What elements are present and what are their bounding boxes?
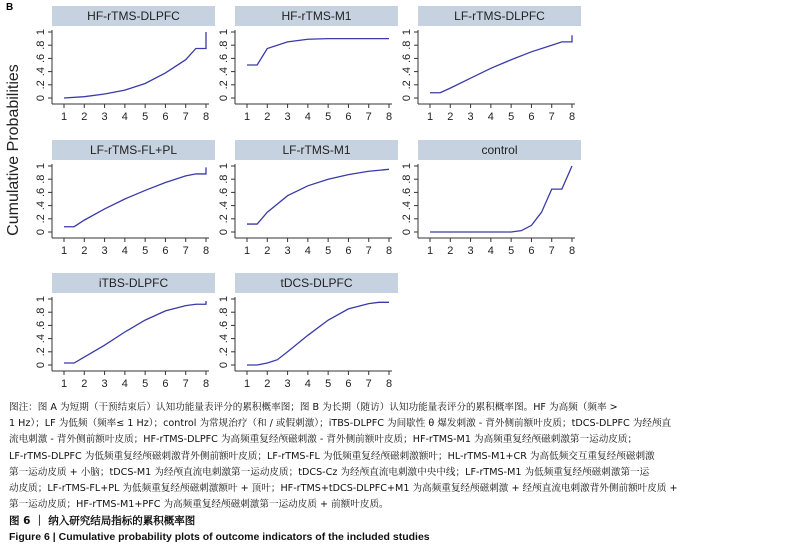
y-tick-label: 0 xyxy=(35,94,47,102)
x-tick-label: 1 xyxy=(243,111,251,123)
x-tick-label: 6 xyxy=(345,245,352,257)
y-tick-label: .6 xyxy=(401,53,413,63)
series-line xyxy=(247,302,389,365)
caption-line: 图注：图 A 为短期（干预结束后）认知功能量表评分的累积概率图；图 B 为长期（随访）认知功能量表评分的累积概率图。HF 为高频（频率 > xyxy=(9,402,618,413)
caption-line: 第一运动皮质；HF-rTMS-M1+PFC 为高频重复经颅磁刺激第一运动皮质 + 前额叶皮质。 xyxy=(9,499,389,511)
caption-line: 流电刺激 - 背外侧前额叶皮质；HF-rTMS-DLPFC 为高频重复经颅磁刺激 - 背外侧前额叶皮质；HF-rTMS-M1 为高频重复经颅磁刺激第一运动皮质； xyxy=(9,434,638,446)
y-tick-label: .2 xyxy=(218,80,230,90)
series-line xyxy=(64,167,206,226)
x-tick-label: 8 xyxy=(568,245,576,257)
subplot xyxy=(401,6,581,123)
y-tick-label: .8 xyxy=(35,174,47,184)
subplot xyxy=(218,273,398,390)
x-tick-label: 2 xyxy=(81,111,88,123)
x-tick-label: 8 xyxy=(202,378,210,390)
y-tick-label: .4 xyxy=(35,201,47,211)
y-tick-label: .8 xyxy=(218,40,230,50)
x-tick-label: 3 xyxy=(284,378,291,390)
x-tick-label: 4 xyxy=(487,111,494,123)
x-tick-label: 2 xyxy=(447,111,454,123)
y-tick-label: .8 xyxy=(401,40,413,50)
x-tick-label: 4 xyxy=(121,378,128,390)
x-tick-label: 4 xyxy=(121,245,128,257)
y-tick-label: .4 xyxy=(35,334,47,344)
x-tick-label: 6 xyxy=(345,111,352,123)
x-tick-label: 8 xyxy=(385,111,393,123)
subplot xyxy=(218,6,398,123)
x-tick-label: 7 xyxy=(182,378,189,390)
y-tick-label: 1 xyxy=(35,295,47,303)
x-tick-label: 2 xyxy=(447,245,454,257)
x-tick-label: 5 xyxy=(142,111,149,123)
subplot xyxy=(401,140,581,257)
x-tick-label: 5 xyxy=(325,378,332,390)
subplot xyxy=(218,140,398,257)
y-axis-label-text: Cumulative Probabilities xyxy=(5,64,22,236)
y-tick-label: .8 xyxy=(35,307,47,317)
series-line xyxy=(430,166,572,232)
caption-line: 1 Hz）；LF 为低频（频率≤ 1 Hz）；control 为常规治疗（和 / 或假刺激）；iTBS-DLPFC 为间歇性 θ 爆发刺激 - 背外侧前额叶皮质；tDCS-DLPFC 为经颅直 xyxy=(9,418,672,430)
subplot xyxy=(35,140,215,257)
subplot xyxy=(35,273,215,390)
x-tick-label: 2 xyxy=(264,245,271,257)
x-tick-label: 6 xyxy=(528,245,535,257)
x-tick-label: 4 xyxy=(304,245,311,257)
x-tick-label: 3 xyxy=(284,245,291,257)
series-line xyxy=(247,169,389,224)
y-tick-label: .4 xyxy=(35,67,47,77)
x-tick-label: 5 xyxy=(142,378,149,390)
figure-title-en: Figure 6 | Cumulative probability plots of outcome indicators of the included studies xyxy=(9,531,430,543)
y-tick-label: .6 xyxy=(218,187,230,197)
panel-label: B xyxy=(6,2,14,13)
y-tick-label: 1 xyxy=(35,28,47,36)
series-line xyxy=(64,301,206,363)
figure-caption xyxy=(9,400,784,513)
x-tick-label: 3 xyxy=(101,111,108,123)
y-tick-label: .4 xyxy=(401,201,413,211)
x-tick-label: 1 xyxy=(60,245,68,257)
y-tick-label: .4 xyxy=(401,67,413,77)
y-tick-label: 0 xyxy=(35,228,47,236)
x-tick-label: 8 xyxy=(202,245,210,257)
y-tick-label: .6 xyxy=(35,320,47,330)
x-tick-label: 1 xyxy=(426,245,434,257)
x-tick-label: 5 xyxy=(142,245,149,257)
subplot-title: HF-rTMS-DLPFC xyxy=(87,9,180,23)
x-tick-label: 2 xyxy=(264,111,271,123)
x-tick-label: 3 xyxy=(467,111,474,123)
subplot xyxy=(35,6,215,123)
x-tick-label: 4 xyxy=(487,245,494,257)
x-tick-label: 1 xyxy=(60,378,68,390)
x-tick-label: 6 xyxy=(528,111,535,123)
y-tick-label: .2 xyxy=(401,214,413,224)
x-tick-label: 7 xyxy=(548,111,555,123)
y-tick-label: .4 xyxy=(218,67,230,77)
x-tick-label: 2 xyxy=(81,245,88,257)
subplot-title: iTBS-DLPFC xyxy=(98,276,169,290)
y-tick-label: .2 xyxy=(218,214,230,224)
x-tick-label: 6 xyxy=(162,111,169,123)
y-tick-label: 1 xyxy=(35,162,47,170)
y-tick-label: 1 xyxy=(401,162,413,170)
y-tick-label: .6 xyxy=(35,53,47,63)
x-tick-label: 7 xyxy=(182,245,189,257)
subplot-title: HF-rTMS-M1 xyxy=(281,9,352,23)
y-tick-label: .2 xyxy=(35,214,47,224)
subplot-title: LF-rTMS-M1 xyxy=(282,143,351,157)
series-line xyxy=(247,39,389,65)
x-tick-label: 7 xyxy=(365,245,372,257)
y-tick-label: .4 xyxy=(218,334,230,344)
y-tick-label: .8 xyxy=(218,174,230,184)
series-line xyxy=(64,32,206,98)
figure-title-cn: 图 6 ｜ 纳入研究结局指标的累积概率图 xyxy=(9,515,196,527)
y-tick-label: .6 xyxy=(218,53,230,63)
subplot-title: control xyxy=(481,143,518,157)
x-tick-label: 3 xyxy=(101,378,108,390)
x-tick-label: 1 xyxy=(426,111,434,123)
x-tick-label: 1 xyxy=(243,245,251,257)
x-tick-label: 7 xyxy=(365,111,372,123)
x-tick-label: 4 xyxy=(304,378,311,390)
x-tick-label: 6 xyxy=(162,245,169,257)
y-tick-label: .6 xyxy=(35,187,47,197)
y-tick-label: 0 xyxy=(35,361,47,369)
y-tick-label: .8 xyxy=(401,174,413,184)
y-tick-label: .8 xyxy=(35,40,47,50)
subplot-title: LF-rTMS-DLPFC xyxy=(454,9,545,23)
subplot-title: LF-rTMS-FL+PL xyxy=(89,143,178,157)
x-tick-label: 8 xyxy=(568,111,576,123)
x-tick-label: 5 xyxy=(325,245,332,257)
x-tick-label: 3 xyxy=(101,245,108,257)
series-line xyxy=(430,35,572,92)
y-tick-label: 0 xyxy=(218,94,230,102)
y-tick-label: 1 xyxy=(401,28,413,36)
x-tick-label: 1 xyxy=(243,378,251,390)
y-tick-label: .2 xyxy=(35,80,47,90)
y-tick-label: .2 xyxy=(35,347,47,357)
caption-line: LF-rTMS-DLPFC 为低频重复经颅磁刺激背外侧前额叶皮质；LF-rTMS-FL 为低频重复经颅磁刺激额叶；HL-rTMS-M1+CR 为高低频交互重复经颅磁刺激 xyxy=(9,450,655,462)
x-tick-label: 1 xyxy=(60,111,68,123)
x-tick-label: 3 xyxy=(467,245,474,257)
y-tick-label: .6 xyxy=(401,187,413,197)
x-tick-label: 7 xyxy=(548,245,555,257)
x-tick-label: 4 xyxy=(121,111,128,123)
y-tick-label: .6 xyxy=(218,320,230,330)
x-tick-label: 2 xyxy=(264,378,271,390)
x-tick-label: 5 xyxy=(508,245,515,257)
x-tick-label: 8 xyxy=(385,378,393,390)
x-tick-label: 2 xyxy=(81,378,88,390)
y-tick-label: .2 xyxy=(401,80,413,90)
x-tick-label: 4 xyxy=(304,111,311,123)
y-tick-label: 1 xyxy=(218,295,230,303)
x-tick-label: 5 xyxy=(508,111,515,123)
y-tick-label: .8 xyxy=(218,307,230,317)
caption-line: 第一运动皮质 + 小脑；tDCS-M1 为经颅直流电刺激第一运动皮质；tDCS-Cz 为经颅直流电刺激中央中线；LF-rTMS-M1 为低频重复经颅磁刺激第一运 xyxy=(9,466,650,478)
y-tick-label: 0 xyxy=(401,228,413,236)
x-tick-label: 6 xyxy=(162,378,169,390)
y-tick-label: .2 xyxy=(218,347,230,357)
y-tick-label: 1 xyxy=(218,28,230,36)
subplot-title: tDCS-DLPFC xyxy=(280,276,353,290)
y-tick-label: .4 xyxy=(218,201,230,211)
y-tick-label: 0 xyxy=(401,94,413,102)
y-tick-label: 1 xyxy=(218,162,230,170)
x-tick-label: 5 xyxy=(325,111,332,123)
y-tick-label: 0 xyxy=(218,228,230,236)
caption-line: 动皮质；LF-rTMS-FL+PL 为低频重复经颅磁刺激额叶 + 顶叶；HF-rTMS+tDCS-DLPFC+M1 为高频重复经颅磁刺激 + 经颅直流电刺激背外侧前额叶皮质 + xyxy=(9,483,678,495)
x-tick-label: 8 xyxy=(385,245,393,257)
x-tick-label: 7 xyxy=(182,111,189,123)
x-tick-label: 3 xyxy=(284,111,291,123)
x-tick-label: 6 xyxy=(345,378,352,390)
x-tick-label: 8 xyxy=(202,111,210,123)
y-tick-label: 0 xyxy=(218,361,230,369)
x-tick-label: 7 xyxy=(365,378,372,390)
